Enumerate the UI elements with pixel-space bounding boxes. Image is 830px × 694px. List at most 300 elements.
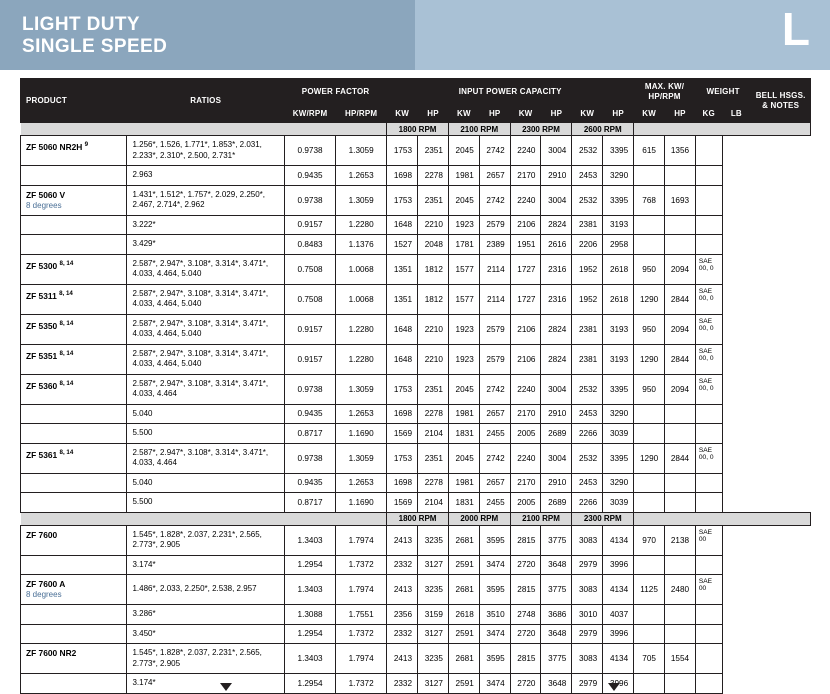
footnote-ref: 8, 14 xyxy=(59,259,74,267)
cell-ipc-3: 1577 xyxy=(448,284,479,314)
cell-ipc-1: 2332 xyxy=(387,624,418,644)
cell-ipc-4: 3595 xyxy=(479,525,510,555)
cell-bell-notes: SAE 00, 0 xyxy=(695,284,722,314)
cell-bell-notes xyxy=(695,136,722,166)
cell-ipc-5: 2106 xyxy=(510,215,541,235)
cell-ipc-4: 3474 xyxy=(479,555,510,575)
cell-ratios: 2.963 xyxy=(127,166,285,186)
cell-weight-lb xyxy=(665,215,696,235)
cell-bell-notes: SAE 00 xyxy=(695,575,722,605)
cell-ipc-8: 3395 xyxy=(603,185,634,215)
spec-table xyxy=(20,78,811,694)
rpm-label-4: 2600 RPM xyxy=(572,123,634,136)
cell-ipc-7: 3083 xyxy=(572,575,603,605)
cell-ipc-8: 3996 xyxy=(603,674,634,694)
cell-ipc-6: 3004 xyxy=(541,374,572,404)
cell-pf-kw: 1.3403 xyxy=(285,575,336,605)
cell-weight-lb xyxy=(665,235,696,255)
cell-product: ZF 5060 V 8 degrees xyxy=(21,185,127,215)
table-row xyxy=(21,575,811,605)
cell-pf-kw: 0.8717 xyxy=(285,493,336,513)
cell-weight-lb: 2480 xyxy=(665,575,696,605)
cell-ipc-5: 2240 xyxy=(510,374,541,404)
header-row-1 xyxy=(21,79,811,106)
cell-ipc-4: 3474 xyxy=(479,674,510,694)
cell-pf-hp: 1.7974 xyxy=(336,575,387,605)
cell-product xyxy=(21,235,127,255)
cell-ipc-8: 4134 xyxy=(603,644,634,674)
cell-product: ZF 5060 NR2H $^9$ xyxy=(21,136,127,166)
cell-ipc-1: 2413 xyxy=(387,575,418,605)
cell-ipc-3: 2591 xyxy=(448,674,479,694)
cell-ipc-6: 3648 xyxy=(541,555,572,575)
cell-ipc-1: 2356 xyxy=(387,605,418,625)
cell-ipc-8: 2958 xyxy=(603,235,634,255)
cell-ipc-1: 1527 xyxy=(387,235,418,255)
cell-ipc-3: 1923 xyxy=(448,314,479,344)
cell-weight-kg xyxy=(634,493,665,513)
rpm-label-4: 2300 RPM xyxy=(572,512,634,525)
cell-ipc-7: 3083 xyxy=(572,525,603,555)
cell-ipc-8: 3395 xyxy=(603,443,634,473)
cell-ipc-6: 2689 xyxy=(541,493,572,513)
cell-bell-notes xyxy=(695,644,722,674)
cell-pf-hp: 1.2653 xyxy=(336,473,387,493)
table-row xyxy=(21,166,811,186)
cell-pf-kw: 1.3403 xyxy=(285,644,336,674)
rpm-label-3: 2300 RPM xyxy=(510,123,572,136)
rpm-label-2: 2100 RPM xyxy=(448,123,510,136)
cell-ipc-5: 2720 xyxy=(510,555,541,575)
cell-weight-lb: 1693 xyxy=(665,185,696,215)
cell-ipc-6: 2616 xyxy=(541,235,572,255)
cell-pf-hp: 1.0068 xyxy=(336,284,387,314)
cell-ipc-8: 3395 xyxy=(603,136,634,166)
cell-ipc-3: 1981 xyxy=(448,166,479,186)
cell-product xyxy=(21,624,127,644)
cell-ipc-5: 2748 xyxy=(510,605,541,625)
cell-ipc-3: 1923 xyxy=(448,344,479,374)
cell-ipc-2: 3235 xyxy=(418,525,449,555)
cell-weight-kg xyxy=(634,404,665,424)
cell-ipc-2: 2210 xyxy=(418,344,449,374)
cell-weight-kg: 615 xyxy=(634,136,665,166)
cell-pf-kw: 0.9435 xyxy=(285,473,336,493)
table-row xyxy=(21,424,811,444)
cell-weight-kg: 1290 xyxy=(634,284,665,314)
cell-pf-hp: 1.1376 xyxy=(336,235,387,255)
th-input-power-capacity: INPUT POWER CAPACITY xyxy=(387,79,634,106)
cell-ipc-4: 3595 xyxy=(479,575,510,605)
cell-pf-kw: 0.7508 xyxy=(285,284,336,314)
cell-product xyxy=(21,555,127,575)
cell-ipc-8: 4134 xyxy=(603,525,634,555)
cell-ipc-2: 2278 xyxy=(418,473,449,493)
cell-bell-notes: SAE 00, 0 xyxy=(695,443,722,473)
cell-pf-kw: 1.2954 xyxy=(285,555,336,575)
th-ipc-kw-3: KW xyxy=(510,106,541,123)
cell-product xyxy=(21,473,127,493)
cell-pf-kw: 0.7508 xyxy=(285,254,336,284)
cell-ipc-3: 2681 xyxy=(448,575,479,605)
cell-weight-kg: 970 xyxy=(634,525,665,555)
cell-ipc-6: 2910 xyxy=(541,166,572,186)
cell-pf-kw: 0.9738 xyxy=(285,136,336,166)
rpm-label-3: 2100 RPM xyxy=(510,512,572,525)
cell-pf-hp: 1.3059 xyxy=(336,443,387,473)
cell-pf-hp: 1.7372 xyxy=(336,674,387,694)
cell-pf-hp: 1.2653 xyxy=(336,404,387,424)
cell-ipc-6: 2910 xyxy=(541,473,572,493)
cell-ratios: 2.587*, 2.947*, 3.108*, 3.314*, 3.471*, 4.033, 4.464 xyxy=(127,443,285,473)
cell-weight-kg: 768 xyxy=(634,185,665,215)
cell-ratios: 5.500 xyxy=(127,424,285,444)
cell-pf-hp: 1.7974 xyxy=(336,525,387,555)
cell-ipc-4: 2742 xyxy=(479,136,510,166)
section-letter: L xyxy=(781,3,810,55)
cell-bell-notes xyxy=(695,493,722,513)
cell-ipc-6: 2824 xyxy=(541,215,572,235)
cell-ipc-8: 2618 xyxy=(603,284,634,314)
cell-ipc-5: 2720 xyxy=(510,674,541,694)
cell-ipc-7: 2453 xyxy=(572,473,603,493)
th-weight-kg: KG xyxy=(695,106,722,123)
cell-ratios: 2.587*, 2.947*, 3.108*, 3.314*, 3.471*, 4.033, 4.464, 5.040 xyxy=(127,314,285,344)
cell-weight-lb: 1356 xyxy=(665,136,696,166)
cell-pf-hp: 1.2280 xyxy=(336,215,387,235)
cell-weight-lb xyxy=(665,624,696,644)
cell-pf-kw: 0.8717 xyxy=(285,424,336,444)
cell-ipc-1: 2413 xyxy=(387,644,418,674)
cell-ipc-3: 1577 xyxy=(448,254,479,284)
cell-pf-hp: 1.7372 xyxy=(336,624,387,644)
cell-pf-hp: 1.1690 xyxy=(336,493,387,513)
cell-ipc-6: 3004 xyxy=(541,443,572,473)
th-pf-hp-rpm: HP/RPM xyxy=(336,106,387,123)
cell-ipc-6: 3004 xyxy=(541,136,572,166)
cell-ipc-7: 2206 xyxy=(572,235,603,255)
cell-ipc-5: 2240 xyxy=(510,443,541,473)
cell-ipc-2: 3127 xyxy=(418,674,449,694)
page-header xyxy=(0,0,830,70)
footnote-ref: 8, 14 xyxy=(59,379,74,387)
cell-bell-notes xyxy=(695,624,722,644)
cell-ipc-5: 2240 xyxy=(510,185,541,215)
footnote-ref: 8, 14 xyxy=(59,319,74,327)
table-row xyxy=(21,624,811,644)
cell-pf-kw: 1.2954 xyxy=(285,674,336,694)
cell-ratios: 5.500 xyxy=(127,493,285,513)
cell-ipc-2: 2210 xyxy=(418,314,449,344)
cell-bell-notes: SAE 00 xyxy=(695,525,722,555)
cell-product: ZF 5360 $^{8, 14}$ xyxy=(21,374,127,404)
cell-ipc-5: 1727 xyxy=(510,254,541,284)
cell-pf-kw: 0.9435 xyxy=(285,404,336,424)
cell-ipc-5: 1727 xyxy=(510,284,541,314)
cell-ipc-2: 2351 xyxy=(418,443,449,473)
cell-ipc-4: 2455 xyxy=(479,424,510,444)
cell-ipc-5: 1951 xyxy=(510,235,541,255)
cell-ipc-7: 2266 xyxy=(572,493,603,513)
cell-weight-kg: 1290 xyxy=(634,443,665,473)
th-ipc-kw-4: KW xyxy=(572,106,603,123)
cell-ipc-2: 2104 xyxy=(418,493,449,513)
cell-bell-notes: SAE 00, 0 xyxy=(695,254,722,284)
header-band-right xyxy=(415,0,830,70)
cell-weight-lb xyxy=(665,555,696,575)
cell-ipc-8: 3395 xyxy=(603,374,634,404)
cell-ratios: 1.431*, 1.512*, 1.757*, 2.029, 2.250*, 2.467, 2.714*, 2.962 xyxy=(127,185,285,215)
th-bell-line2: & NOTES xyxy=(762,100,800,110)
cell-ipc-5: 2815 xyxy=(510,525,541,555)
cell-bell-notes: SAE 00, 0 xyxy=(695,314,722,344)
cell-ipc-6: 2316 xyxy=(541,284,572,314)
cell-ipc-2: 1812 xyxy=(418,254,449,284)
cell-ipc-6: 3686 xyxy=(541,605,572,625)
cell-ipc-5: 2170 xyxy=(510,166,541,186)
th-max-line1: MAX. KW/ xyxy=(644,82,685,91)
table-row xyxy=(21,493,811,513)
table-row xyxy=(21,235,811,255)
cell-weight-kg xyxy=(634,215,665,235)
cell-ipc-4: 3510 xyxy=(479,605,510,625)
cell-weight-lb: 2094 xyxy=(665,254,696,284)
cell-ipc-4: 2579 xyxy=(479,314,510,344)
cell-ipc-6: 3648 xyxy=(541,624,572,644)
cell-ipc-5: 2720 xyxy=(510,624,541,644)
cell-ipc-5: 2170 xyxy=(510,404,541,424)
cell-pf-hp: 1.3059 xyxy=(336,136,387,166)
cell-weight-kg xyxy=(634,166,665,186)
cell-weight-kg xyxy=(634,235,665,255)
cell-ipc-3: 2591 xyxy=(448,555,479,575)
cell-weight-kg: 950 xyxy=(634,314,665,344)
cell-ipc-1: 1698 xyxy=(387,473,418,493)
cell-product: ZF 5350 $^{8, 14}$ xyxy=(21,314,127,344)
cell-ipc-4: 2742 xyxy=(479,185,510,215)
cell-weight-lb: 2094 xyxy=(665,374,696,404)
cell-weight-lb: 1554 xyxy=(665,644,696,674)
cell-pf-hp: 1.3059 xyxy=(336,185,387,215)
rpm-row-spacer xyxy=(21,123,387,136)
cell-weight-kg: 950 xyxy=(634,374,665,404)
cell-ipc-2: 2351 xyxy=(418,185,449,215)
cell-ratios: 5.040 xyxy=(127,404,285,424)
cell-ipc-8: 3039 xyxy=(603,493,634,513)
th-pf-kw-rpm: KW/RPM xyxy=(285,106,336,123)
cell-ipc-1: 2332 xyxy=(387,674,418,694)
cell-ratios: 3.286* xyxy=(127,605,285,625)
cell-product xyxy=(21,424,127,444)
cell-ipc-1: 1569 xyxy=(387,424,418,444)
cell-ratios: 1.545*, 1.828*, 2.037, 2.231*, 2.565, 2.773*, 2.905 xyxy=(127,525,285,555)
cell-ipc-3: 2045 xyxy=(448,136,479,166)
cell-pf-kw: 1.2954 xyxy=(285,624,336,644)
footnote-ref: 8, 14 xyxy=(59,289,73,297)
cell-ipc-4: 3595 xyxy=(479,644,510,674)
cell-ipc-3: 2045 xyxy=(448,374,479,404)
cell-ipc-4: 2114 xyxy=(479,284,510,314)
cell-weight-lb xyxy=(665,166,696,186)
cell-bell-notes xyxy=(695,185,722,215)
cell-ipc-7: 1952 xyxy=(572,254,603,284)
cell-ipc-6: 3775 xyxy=(541,644,572,674)
product-degrees: 8 degrees xyxy=(26,200,62,210)
th-max-hp: HP xyxy=(665,106,696,123)
cell-ratios: 2.587*, 2.947*, 3.108*, 3.314*, 3.471*, 4.033, 4.464, 5.040 xyxy=(127,254,285,284)
cell-ipc-7: 3083 xyxy=(572,644,603,674)
cell-ipc-5: 2170 xyxy=(510,473,541,493)
table-row xyxy=(21,525,811,555)
arrow-down-ratios xyxy=(220,683,232,691)
cell-weight-lb: 2138 xyxy=(665,525,696,555)
table-row xyxy=(21,314,811,344)
cell-weight-kg xyxy=(634,424,665,444)
cell-bell-notes xyxy=(695,404,722,424)
cell-ipc-4: 2455 xyxy=(479,493,510,513)
cell-product: ZF 7600 xyxy=(21,525,127,555)
cell-pf-kw: 0.9738 xyxy=(285,443,336,473)
cell-ipc-6: 3648 xyxy=(541,674,572,694)
cell-ipc-4: 2579 xyxy=(479,344,510,374)
cell-ipc-1: 2332 xyxy=(387,555,418,575)
cell-ratios: 2.587*, 2.947*, 3.108*, 3.314*, 3.471*, 4.033, 4.464 xyxy=(127,374,285,404)
cell-ipc-2: 3235 xyxy=(418,575,449,605)
cell-ipc-7: 2979 xyxy=(572,555,603,575)
cell-ipc-4: 2742 xyxy=(479,374,510,404)
th-ipc-kw-2: KW xyxy=(448,106,479,123)
th-max-kw: KW xyxy=(634,106,665,123)
cell-ratios: 5.040 xyxy=(127,473,285,493)
cell-weight-kg: 950 xyxy=(634,254,665,284)
table-row xyxy=(21,443,811,473)
cell-ipc-1: 1648 xyxy=(387,215,418,235)
cell-bell-notes xyxy=(695,235,722,255)
page-title xyxy=(22,14,167,58)
cell-pf-kw: 1.3088 xyxy=(285,605,336,625)
cell-ipc-7: 1952 xyxy=(572,284,603,314)
cell-ipc-3: 1831 xyxy=(448,493,479,513)
cell-ipc-4: 2657 xyxy=(479,404,510,424)
cell-product: ZF 7600 A 8 degrees xyxy=(21,575,127,605)
table-row xyxy=(21,473,811,493)
cell-product xyxy=(21,166,127,186)
table-body xyxy=(21,123,811,694)
rpm-label-1: 1800 RPM xyxy=(387,123,449,136)
footnote-ref: 8, 14 xyxy=(59,448,74,456)
cell-ipc-1: 1698 xyxy=(387,166,418,186)
cell-ipc-7: 2532 xyxy=(572,136,603,166)
cell-bell-notes: SAE 00, 0 xyxy=(695,374,722,404)
th-weight-lb: LB xyxy=(722,106,751,123)
cell-ipc-3: 1981 xyxy=(448,473,479,493)
cell-weight-kg: 1125 xyxy=(634,575,665,605)
cell-ipc-2: 2351 xyxy=(418,136,449,166)
footnote-ref: 9 xyxy=(84,141,89,148)
arrow-down-max xyxy=(608,683,620,691)
cell-weight-lb: 2844 xyxy=(665,344,696,374)
cell-ipc-6: 3775 xyxy=(541,575,572,605)
cell-ipc-6: 2824 xyxy=(541,314,572,344)
cell-weight-lb xyxy=(665,473,696,493)
cell-ipc-7: 2532 xyxy=(572,185,603,215)
cell-weight-kg xyxy=(634,473,665,493)
cell-ipc-3: 1781 xyxy=(448,235,479,255)
table-row xyxy=(21,284,811,314)
cell-ipc-8: 3996 xyxy=(603,624,634,644)
cell-pf-hp: 1.2653 xyxy=(336,166,387,186)
cell-weight-kg: 705 xyxy=(634,644,665,674)
cell-bell-notes xyxy=(695,555,722,575)
cell-ipc-6: 2910 xyxy=(541,404,572,424)
cell-ipc-6: 3775 xyxy=(541,525,572,555)
cell-pf-kw: 0.9435 xyxy=(285,166,336,186)
cell-product: ZF 5300 $^{8, 14}$ xyxy=(21,254,127,284)
th-ipc-hp-1: HP xyxy=(418,106,449,123)
continuation-arrows xyxy=(20,683,811,694)
cell-ipc-7: 2381 xyxy=(572,215,603,235)
cell-pf-kw: 1.3403 xyxy=(285,525,336,555)
cell-ipc-3: 1981 xyxy=(448,404,479,424)
spec-table-container xyxy=(20,78,811,694)
cell-ipc-6: 3004 xyxy=(541,185,572,215)
th-ipc-hp-2: HP xyxy=(479,106,510,123)
cell-bell-notes xyxy=(695,473,722,493)
cell-ratios: 3.429* xyxy=(127,235,285,255)
cell-pf-hp: 1.7974 xyxy=(336,644,387,674)
cell-ipc-1: 1753 xyxy=(387,185,418,215)
cell-ipc-7: 2453 xyxy=(572,166,603,186)
rpm-label-1: 1800 RPM xyxy=(387,512,449,525)
cell-ipc-7: 2266 xyxy=(572,424,603,444)
page-title-line1: LIGHT DUTY xyxy=(22,14,140,35)
cell-ipc-1: 1351 xyxy=(387,284,418,314)
table-row xyxy=(21,215,811,235)
cell-ratios: 1.486*, 2.033, 2.250*, 2.538, 2.957 xyxy=(127,575,285,605)
table-row xyxy=(21,644,811,674)
cell-pf-hp: 1.0068 xyxy=(336,254,387,284)
th-bell-line1: BELL HSGS. xyxy=(755,90,806,100)
cell-ipc-4: 2114 xyxy=(479,254,510,284)
table-row xyxy=(21,254,811,284)
cell-pf-kw: 0.9157 xyxy=(285,314,336,344)
cell-ipc-4: 2389 xyxy=(479,235,510,255)
table-head xyxy=(21,79,811,123)
cell-weight-kg: 1290 xyxy=(634,344,665,374)
cell-ipc-6: 2689 xyxy=(541,424,572,444)
cell-ipc-4: 3474 xyxy=(479,624,510,644)
cell-ratios: 3.450* xyxy=(127,624,285,644)
cell-ipc-2: 2210 xyxy=(418,215,449,235)
th-ratios: RATIOS xyxy=(127,79,285,123)
cell-weight-kg xyxy=(634,605,665,625)
cell-product xyxy=(21,215,127,235)
cell-ipc-3: 2045 xyxy=(448,185,479,215)
cell-ipc-7: 2381 xyxy=(572,314,603,344)
cell-ipc-4: 2657 xyxy=(479,473,510,493)
cell-weight-lb: 2844 xyxy=(665,284,696,314)
cell-ipc-1: 1753 xyxy=(387,374,418,404)
cell-product: ZF 5351 $^{8, 14}$ xyxy=(21,344,127,374)
cell-pf-hp: 1.3059 xyxy=(336,374,387,404)
cell-product xyxy=(21,404,127,424)
cell-ipc-8: 3039 xyxy=(603,424,634,444)
cell-ipc-1: 1648 xyxy=(387,344,418,374)
cell-ratios: 2.587*, 2.947*, 3.108*, 3.314*, 3.471*, 4.033, 4.464, 5.040 xyxy=(127,284,285,314)
rpm-header-row-2 xyxy=(21,512,811,525)
cell-ipc-4: 2742 xyxy=(479,443,510,473)
cell-ipc-8: 3193 xyxy=(603,215,634,235)
